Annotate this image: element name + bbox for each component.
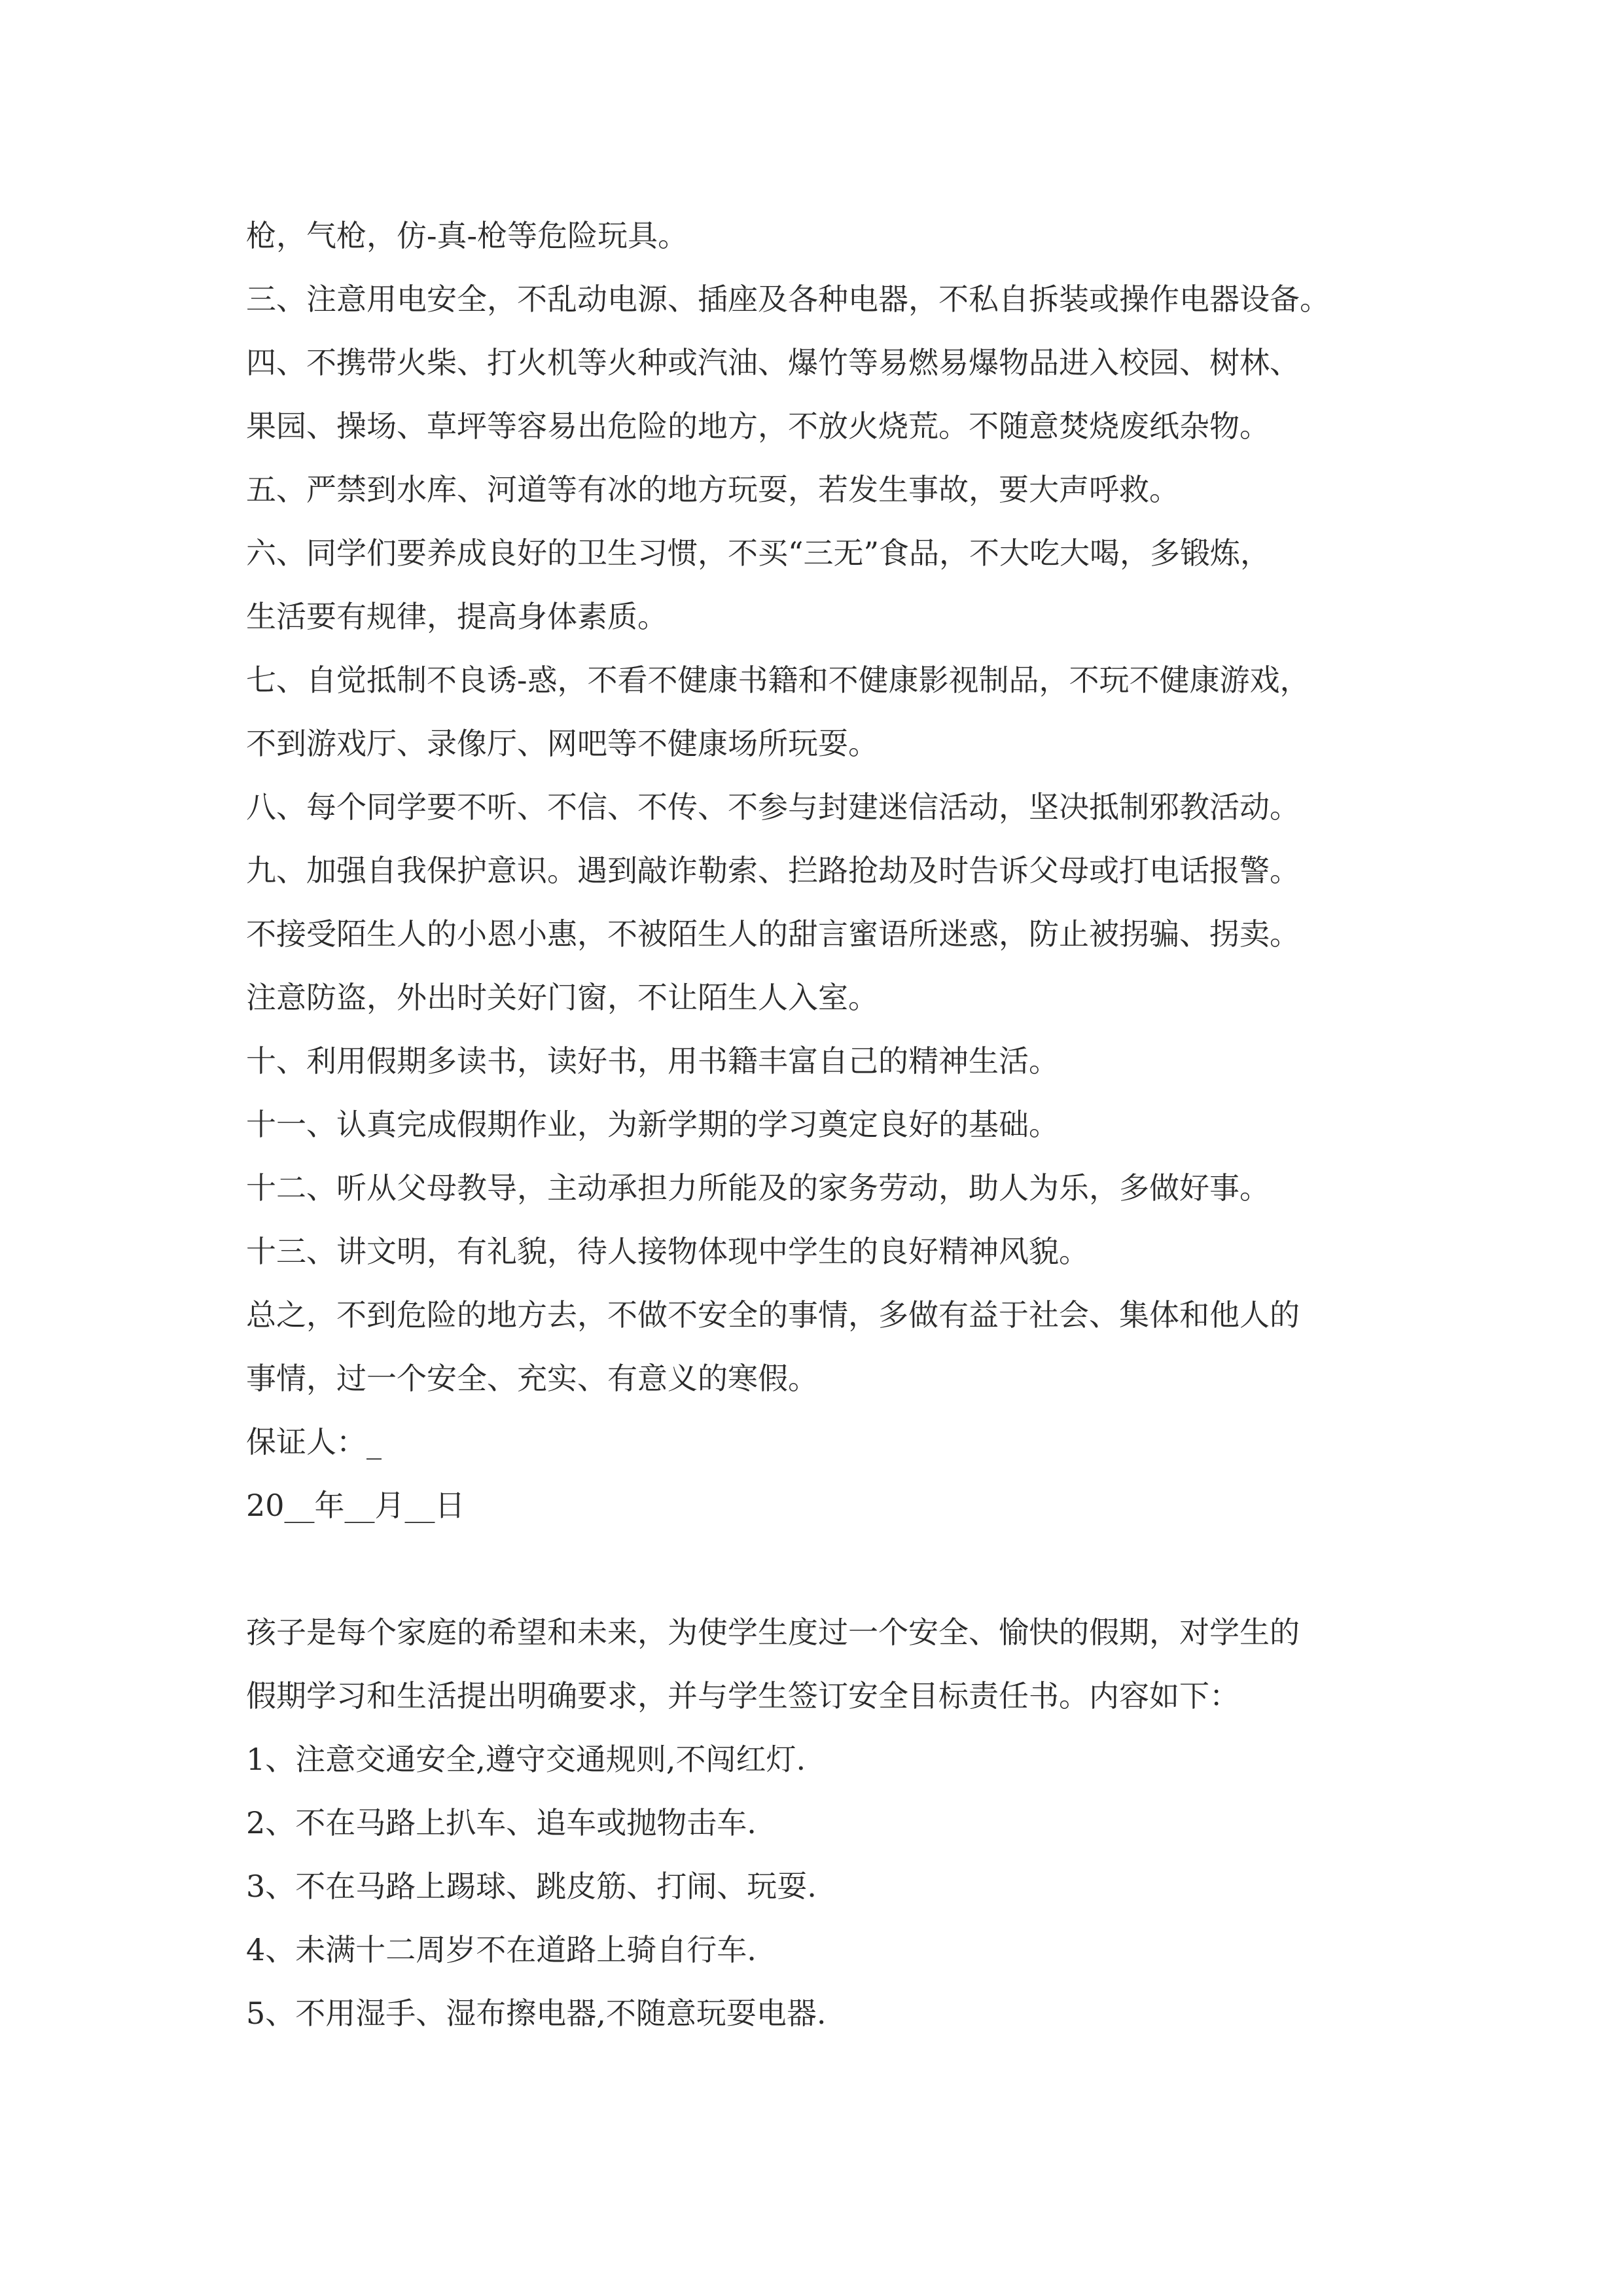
- conclusion-line-2: 事情，过一个安全、充实、有意义的寒假。: [246, 1361, 818, 1396]
- rule-10-line: 十、利用假期多读书，读好书，用书籍丰富自己的精神生活。: [246, 1043, 1059, 1079]
- rule-5-line: 五、严禁到水库、河道等有冰的地方玩耍，若发生事故，要大声呼救。: [246, 472, 1179, 507]
- rule-9-line-2: 不接受陌生人的小恩小惠，不被陌生人的甜言蜜语所迷惑，防止被拐骗、拐卖。: [246, 916, 1300, 952]
- rule-3-line: 三、注意用电安全，不乱动电源、插座及各种电器，不私自拆装或操作电器设备。: [246, 281, 1330, 317]
- section-spacer: [246, 1537, 1398, 1601]
- guarantor-signature-line: 保证人：_: [246, 1424, 382, 1460]
- rule-11-line: 十一、认真完成假期作业，为新学期的学习奠定良好的基础。: [246, 1107, 1059, 1142]
- conclusion-line-1: 总之，不到危险的地方去，不做不安全的事情，多做有益于社会、集体和他人的: [246, 1297, 1300, 1333]
- item-2-line: 2、不在马路上扒车、追车或抛物击车.: [246, 1805, 757, 1840]
- rule-9-line-3: 注意防盗，外出时关好门窗，不让陌生人入室。: [246, 980, 878, 1015]
- rule-7-line-1: 七、自觉抵制不良诱-惑，不看不健康书籍和不健康影视制品，不玩不健康游戏，: [246, 662, 1310, 698]
- rule-9-line-1: 九、加强自我保护意识。遇到敲诈勒索、拦路抢劫及时告诉父母或打电话报警。: [246, 853, 1300, 888]
- intro-line-1: 孩子是每个家庭的希望和未来，为使学生度过一个安全、愉快的假期，对学生的: [246, 1615, 1300, 1650]
- date-line: 20__年__月__日: [246, 1488, 465, 1523]
- rule-4-line-1: 四、不携带火柴、打火机等火种或汽油、爆竹等易燃易爆物品进入校园、树林、: [246, 345, 1300, 380]
- rule-12-line: 十二、听从父母教导，主动承担力所能及的家务劳动，助人为乐，多做好事。: [246, 1170, 1270, 1206]
- item-4-line: 4、未满十二周岁不在道路上骑自行车.: [246, 1932, 757, 1967]
- intro-line-2: 假期学习和生活提出明确要求，并与学生签订安全目标责任书。内容如下：: [246, 1678, 1240, 1713]
- rule-13-line: 十三、讲文明，有礼貌，待人接物体现中学生的良好精神风貌。: [246, 1234, 1089, 1269]
- document-body: [246, 204, 1398, 2045]
- item-5-line: 5、不用湿手、湿布擦电器,不随意玩耍电器.: [246, 1996, 827, 2031]
- rule-4-line-2: 果园、操场、草坪等容易出危险的地方，不放火烧荒。不随意焚烧废纸杂物。: [246, 408, 1270, 444]
- item-1-line: 1、注意交通安全,遵守交通规则,不闯红灯.: [246, 1742, 806, 1777]
- rule-6-line-1: 六、同学们要养成良好的卫生习惯，不买“三无”食品，不大吃大喝，多锻炼，: [246, 535, 1271, 571]
- rule-8-line: 八、每个同学要不听、不信、不传、不参与封建迷信活动，坚决抵制邪教活动。: [246, 789, 1300, 825]
- rule-6-line-2: 生活要有规律，提高身体素质。: [246, 599, 668, 634]
- item-3-line: 3、不在马路上踢球、跳皮筋、打闹、玩耍.: [246, 1869, 817, 1904]
- text-line: 枪，气枪，仿-真-枪等危险玩具。: [246, 218, 688, 253]
- rule-7-line-2: 不到游戏厅、录像厅、网吧等不健康场所玩耍。: [246, 726, 878, 761]
